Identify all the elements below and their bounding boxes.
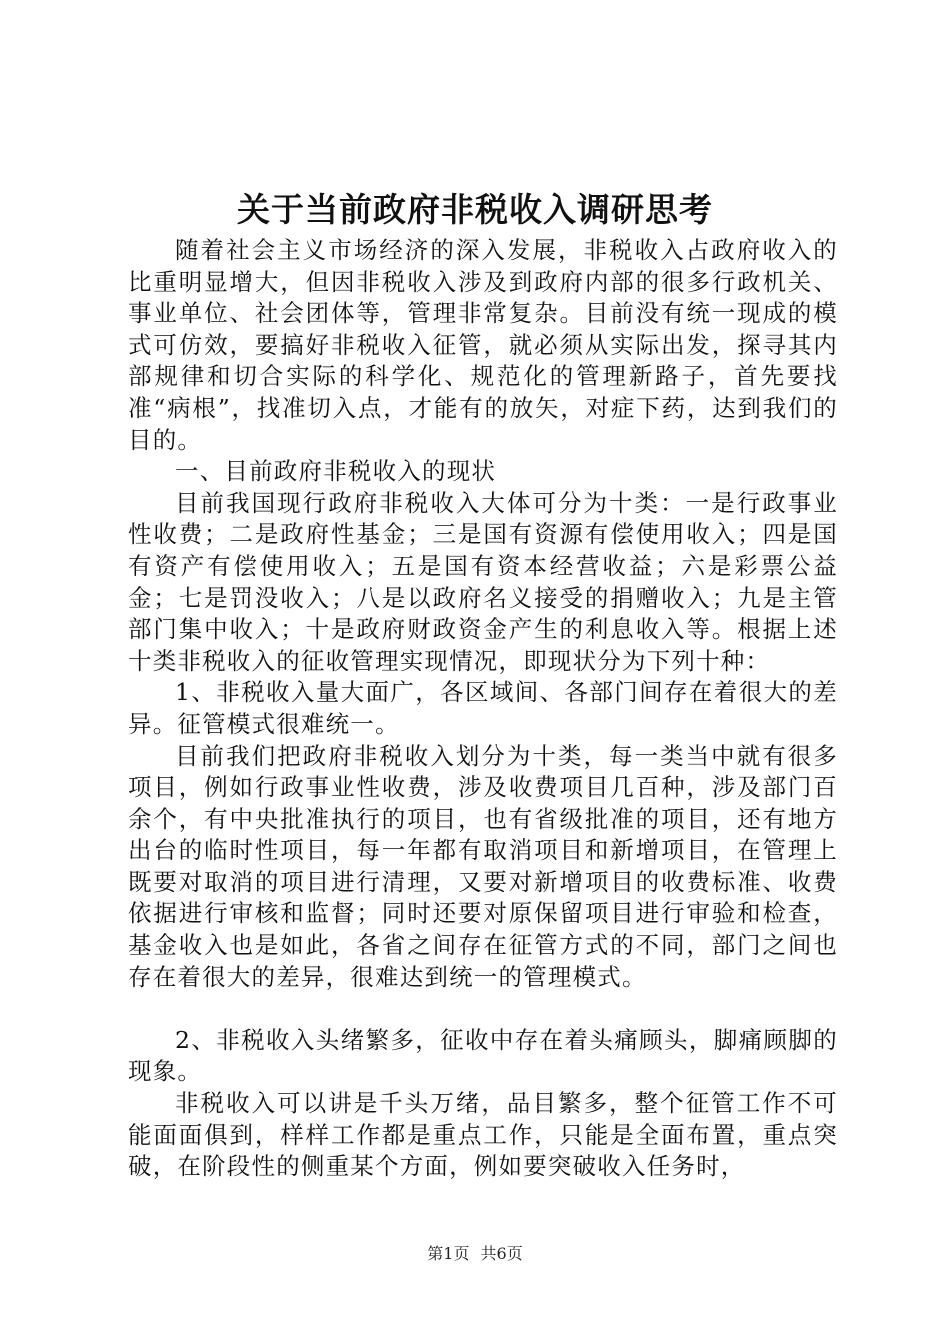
page-total: 共6页 <box>480 1244 523 1263</box>
section-heading-1: 一、目前政府非税收入的现状 <box>175 457 497 486</box>
document-body <box>128 235 838 1183</box>
subheading-1: 1、非税收入量大面广，各区域间、各部门间存在着很大的差异。征管模式很难统一。 <box>128 678 838 738</box>
page-number: 第1页 <box>427 1244 470 1263</box>
paragraph-categories: 目前我国现行政府非税收入大体可分为十类：一是行政事业性收费；二是政府性基金；三是国有资源有偿使用收入；四是国有资产有偿使用收入；五是国有资本经营收益；六是彩票公益金；七是罚没收入；八是以政府名义接受的捐赠收入；九是主管部门集中收入；十是政府财政资金产生的利息收入等。根据上述十类非税收入的征收管理实现情况，即现状分为下列十种： <box>128 488 838 675</box>
paragraph-detail-2: 非税收入可以讲是千头万绪，品目繁多，整个征管工作不可能面面俱到，样样工作都是重点工作，只能是全面布置，重点突破，在阶段性的侧重某个方面，例如要突破收入任务时， <box>128 1089 838 1181</box>
page-footer <box>0 1242 950 1266</box>
paragraph-detail-1: 目前我们把政府非税收入划分为十类，每一类当中就有很多项目，例如行政事业性收费，涉及收费项目几百种，涉及部门百余个，有中央批准执行的项目，也有省级批准的项目，还有地方出台的临时性项目，每一年都有取消项目和新增项目，在管理上既要对取消的项目进行清理，又要对新增项目的收费标准、收费依据进行审核和监督；同时还要对原保留项目进行审验和检查，基金收入也是如此，各省之间存在征管方式的不同，部门之间也存在着很大的差异，很难达到统一的管理模式。 <box>128 741 838 991</box>
blank-line <box>128 993 838 1025</box>
paragraph-intro: 随着社会主义市场经济的深入发展，非税收入占政府收入的比重明显增大，但因非税收入涉及到政府内部的很多行政机关、事业单位、社会团体等，管理非常复杂。目前没有统一现成的模式可仿效，要搞好非税收入征管，就必须从实际出发，探寻其内部规律和切合实际的科学化、规范化的管理新路子，首先要找准“病根”，找准切入点，才能有的放矢，对症下药，达到我们的目的。 <box>128 236 838 454</box>
subheading-2: 2、非税收入头绪繁多，征收中存在着头痛顾头，脚痛顾脚的现象。 <box>128 1025 838 1086</box>
document-title: 关于当前政府非税收入调研思考 <box>237 190 713 229</box>
